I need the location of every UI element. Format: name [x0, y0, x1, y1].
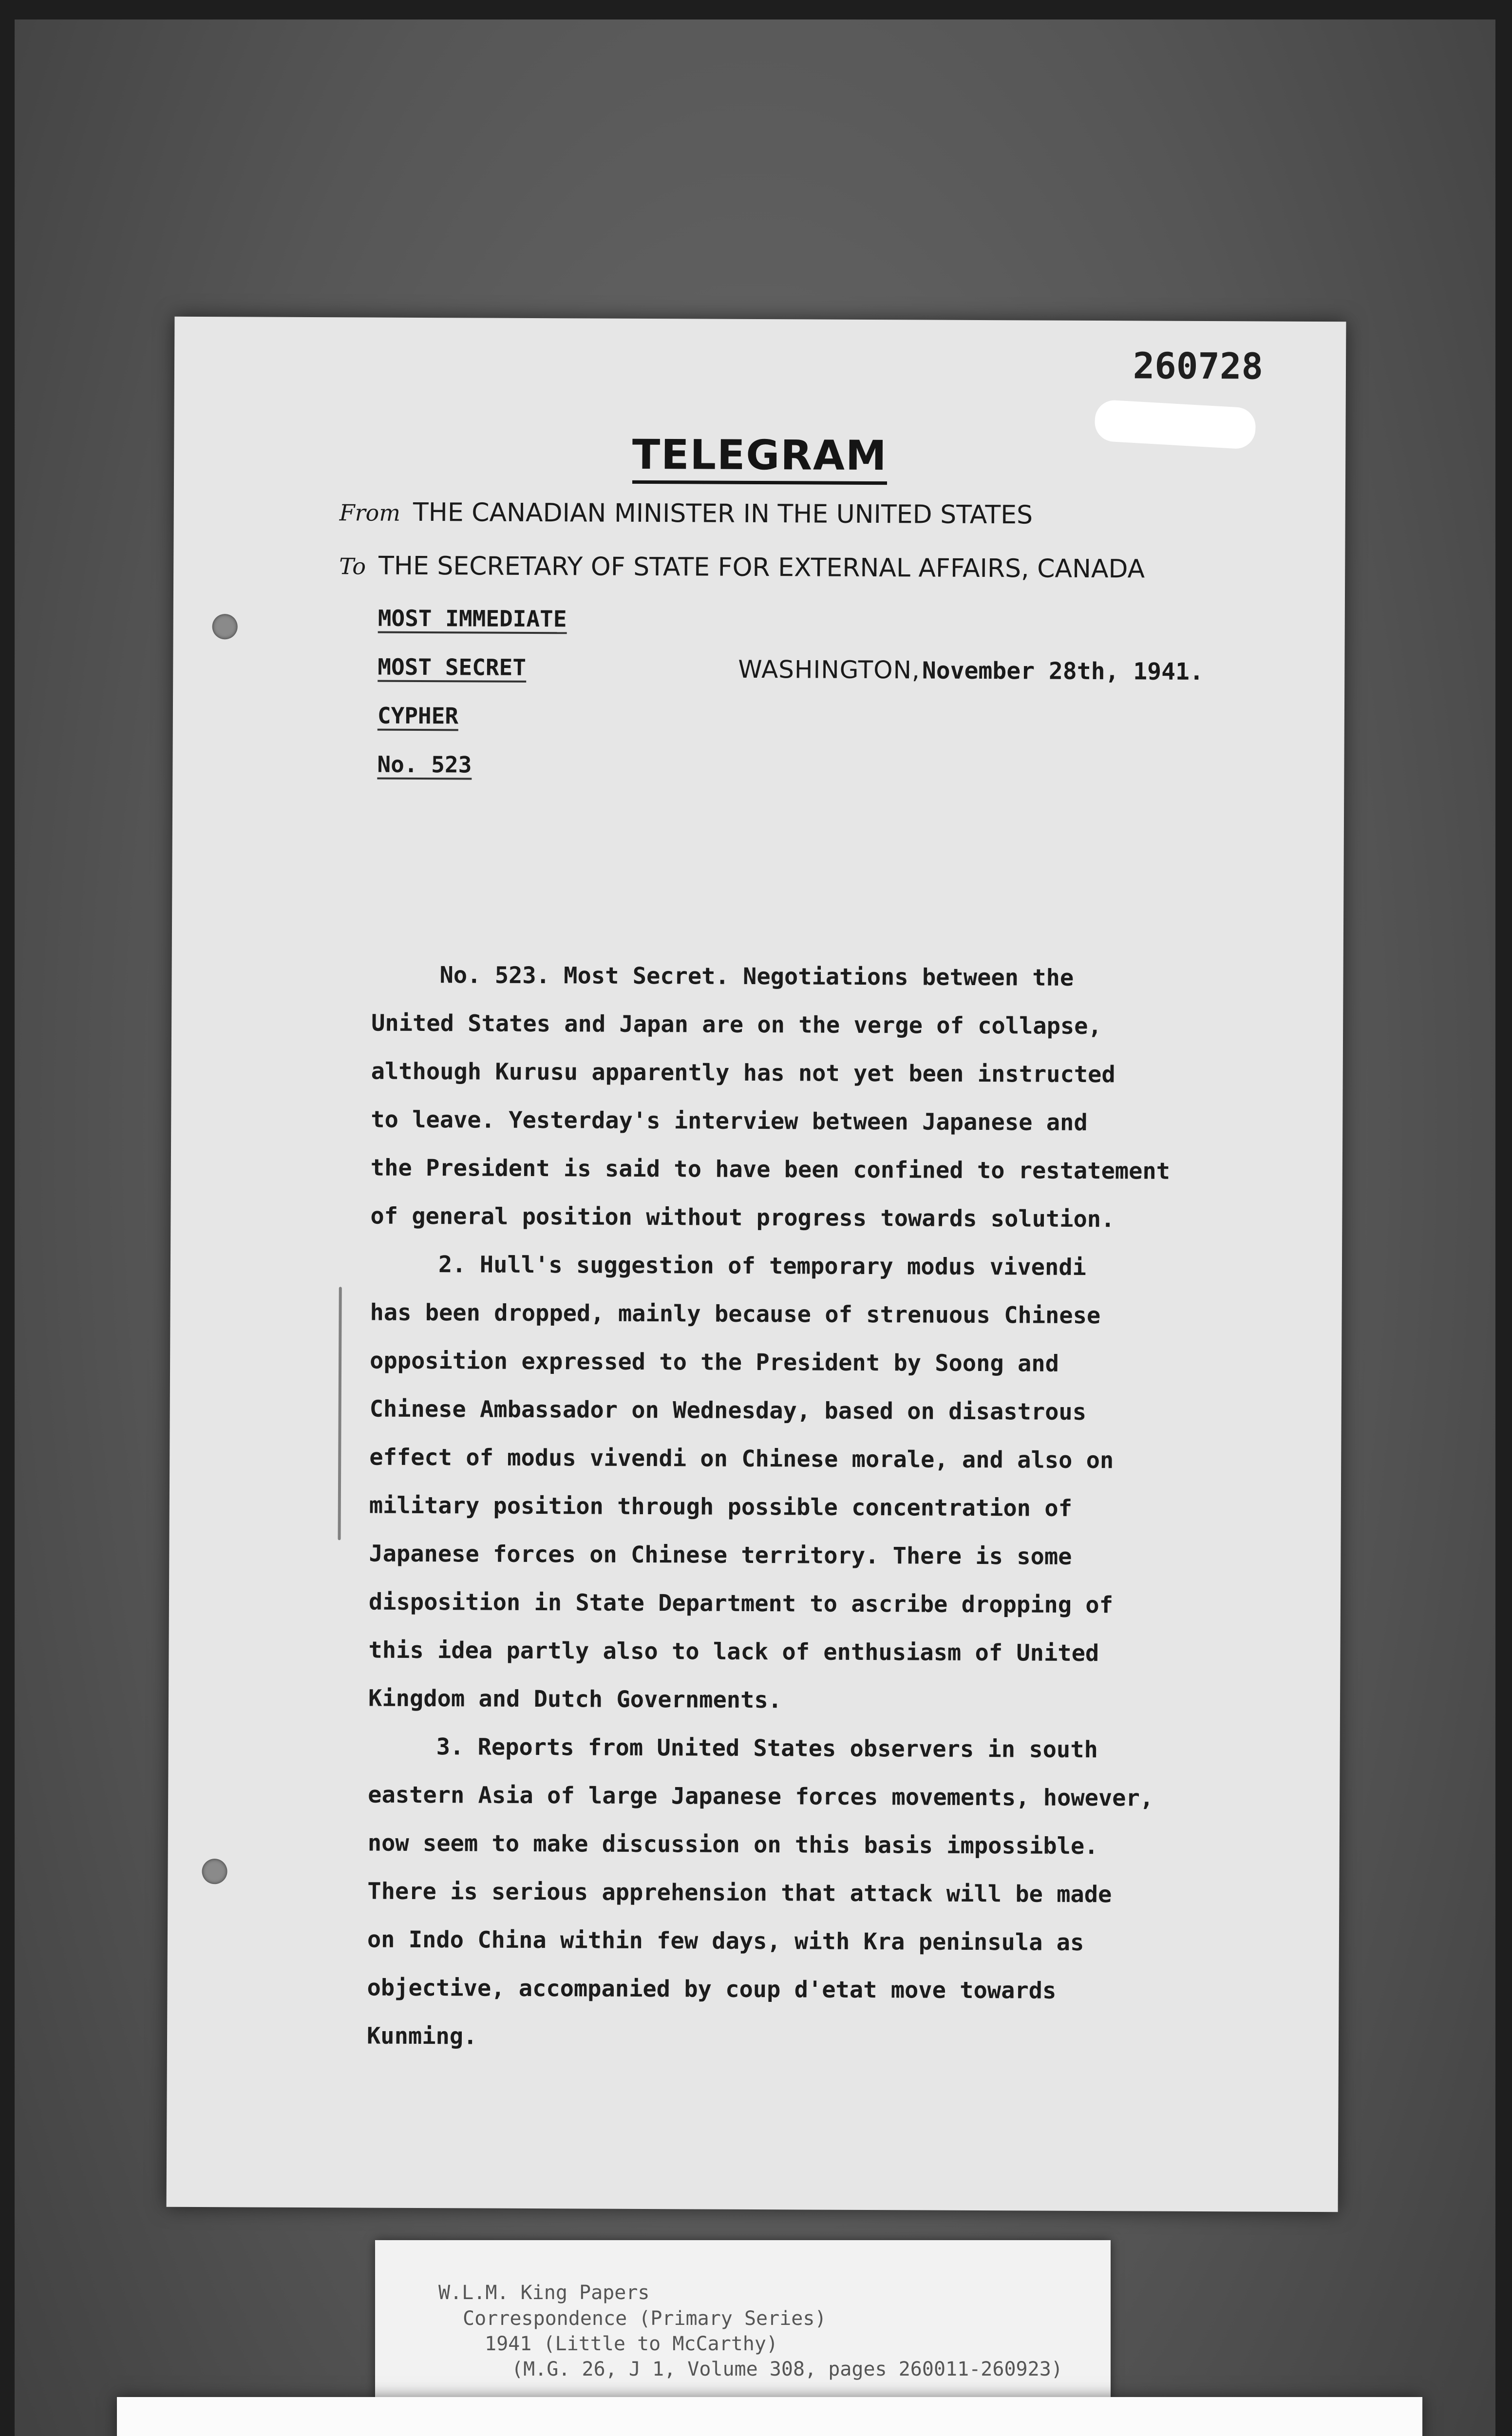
body-line: Kunming. [366, 2022, 477, 2050]
catalog-line: Correspondence (Primary Series) [463, 2307, 827, 2330]
catalog-line: 1941 (Little to McCarthy) [485, 2333, 778, 2355]
body-line: There is serious apprehension that attack will be made [367, 1878, 1112, 1908]
body-line: has been dropped, mainly because of strenuous Chinese [370, 1299, 1101, 1330]
telegram-body [367, 951, 1307, 2064]
catalog-slip [375, 2240, 1111, 2406]
body-line: 2. Hull's suggestion of temporary modus vivendi [438, 1251, 1087, 1281]
body-line: now seem to make discussion on this basis impossible. [367, 1829, 1098, 1860]
body-line: disposition in State Department to ascribe dropping of [368, 1588, 1114, 1619]
frame-edge-right [1495, 0, 1512, 2436]
classification-priority: MOST IMMEDIATE [378, 605, 567, 632]
classification-number: No. 523 [377, 751, 472, 778]
body-line: Japanese forces on Chinese territory. There is some [369, 1540, 1072, 1570]
from-label: From [339, 499, 401, 526]
dateline [738, 655, 1204, 685]
body-line: of general position without progress towards solution. [370, 1202, 1115, 1233]
body-line: United States and Japan are on the verge of collapse, [371, 1009, 1102, 1040]
to-text: THE SECRETARY OF STATE FOR EXTERNAL AFFAIRS, CANADA [378, 551, 1145, 584]
body-line: to leave. Yesterday's interview between Japanese and [371, 1106, 1088, 1136]
classification-cypher: CYPHER [378, 703, 458, 729]
dateline-date: November 28th, 1941. [922, 657, 1204, 685]
catalog-line: (M.G. 26, J 1, Volume 308, pages 260011-260923) [511, 2358, 1063, 2380]
punch-hole-bottom [202, 1859, 227, 1884]
frame-edge-left [0, 0, 15, 2436]
body-line: 3. Reports from United States observers in south [436, 1733, 1098, 1764]
from-text: THE CANADIAN MINISTER IN THE UNITED STATES [413, 497, 1033, 530]
punch-hole-top [212, 614, 238, 639]
to-line [339, 551, 1145, 584]
telegram-title-text: TELEGRAM [632, 431, 888, 485]
body-line: Kingdom and Dutch Governments. [368, 1685, 782, 1714]
margin-pencil-line [338, 1287, 342, 1540]
body-line: the President is said to have been confined to restatement [370, 1154, 1171, 1185]
body-line: objective, accompanied by coup d'etat move towards [367, 1974, 1057, 2004]
telegram-sheet [167, 317, 1346, 2212]
dateline-place: WASHINGTON, [738, 655, 921, 685]
from-line [340, 497, 1033, 530]
body-line: although Kurusu apparently has not yet been instructed [371, 1058, 1115, 1088]
body-line: military position through possible concentration of [369, 1492, 1073, 1522]
catalog-line: W.L.M. King Papers [438, 2282, 650, 2304]
body-line: this idea partly also to lack of enthusiasm of United [368, 1637, 1099, 1667]
document-number: 260728 [1133, 345, 1264, 388]
body-line: eastern Asia of large Japanese forces movements, however, [368, 1781, 1154, 1812]
classification-secrecy: MOST SECRET [378, 654, 526, 681]
telegram-title [174, 429, 1345, 481]
body-line: on Indo China within few days, with Kra peninsula as [367, 1926, 1084, 1956]
body-line: effect of modus vivendi on Chinese morale, and also on [369, 1444, 1114, 1474]
to-label: To [339, 553, 366, 580]
body-line: Chinese Ambassador on Wednesday, based on disastrous [369, 1395, 1087, 1426]
archives-label-card [117, 2397, 1422, 2436]
body-line: opposition expressed to the President by Soong and [370, 1347, 1059, 1377]
body-line: No. 523. Most Secret. Negotiations between the [439, 962, 1074, 991]
frame-edge-top [0, 0, 1512, 19]
